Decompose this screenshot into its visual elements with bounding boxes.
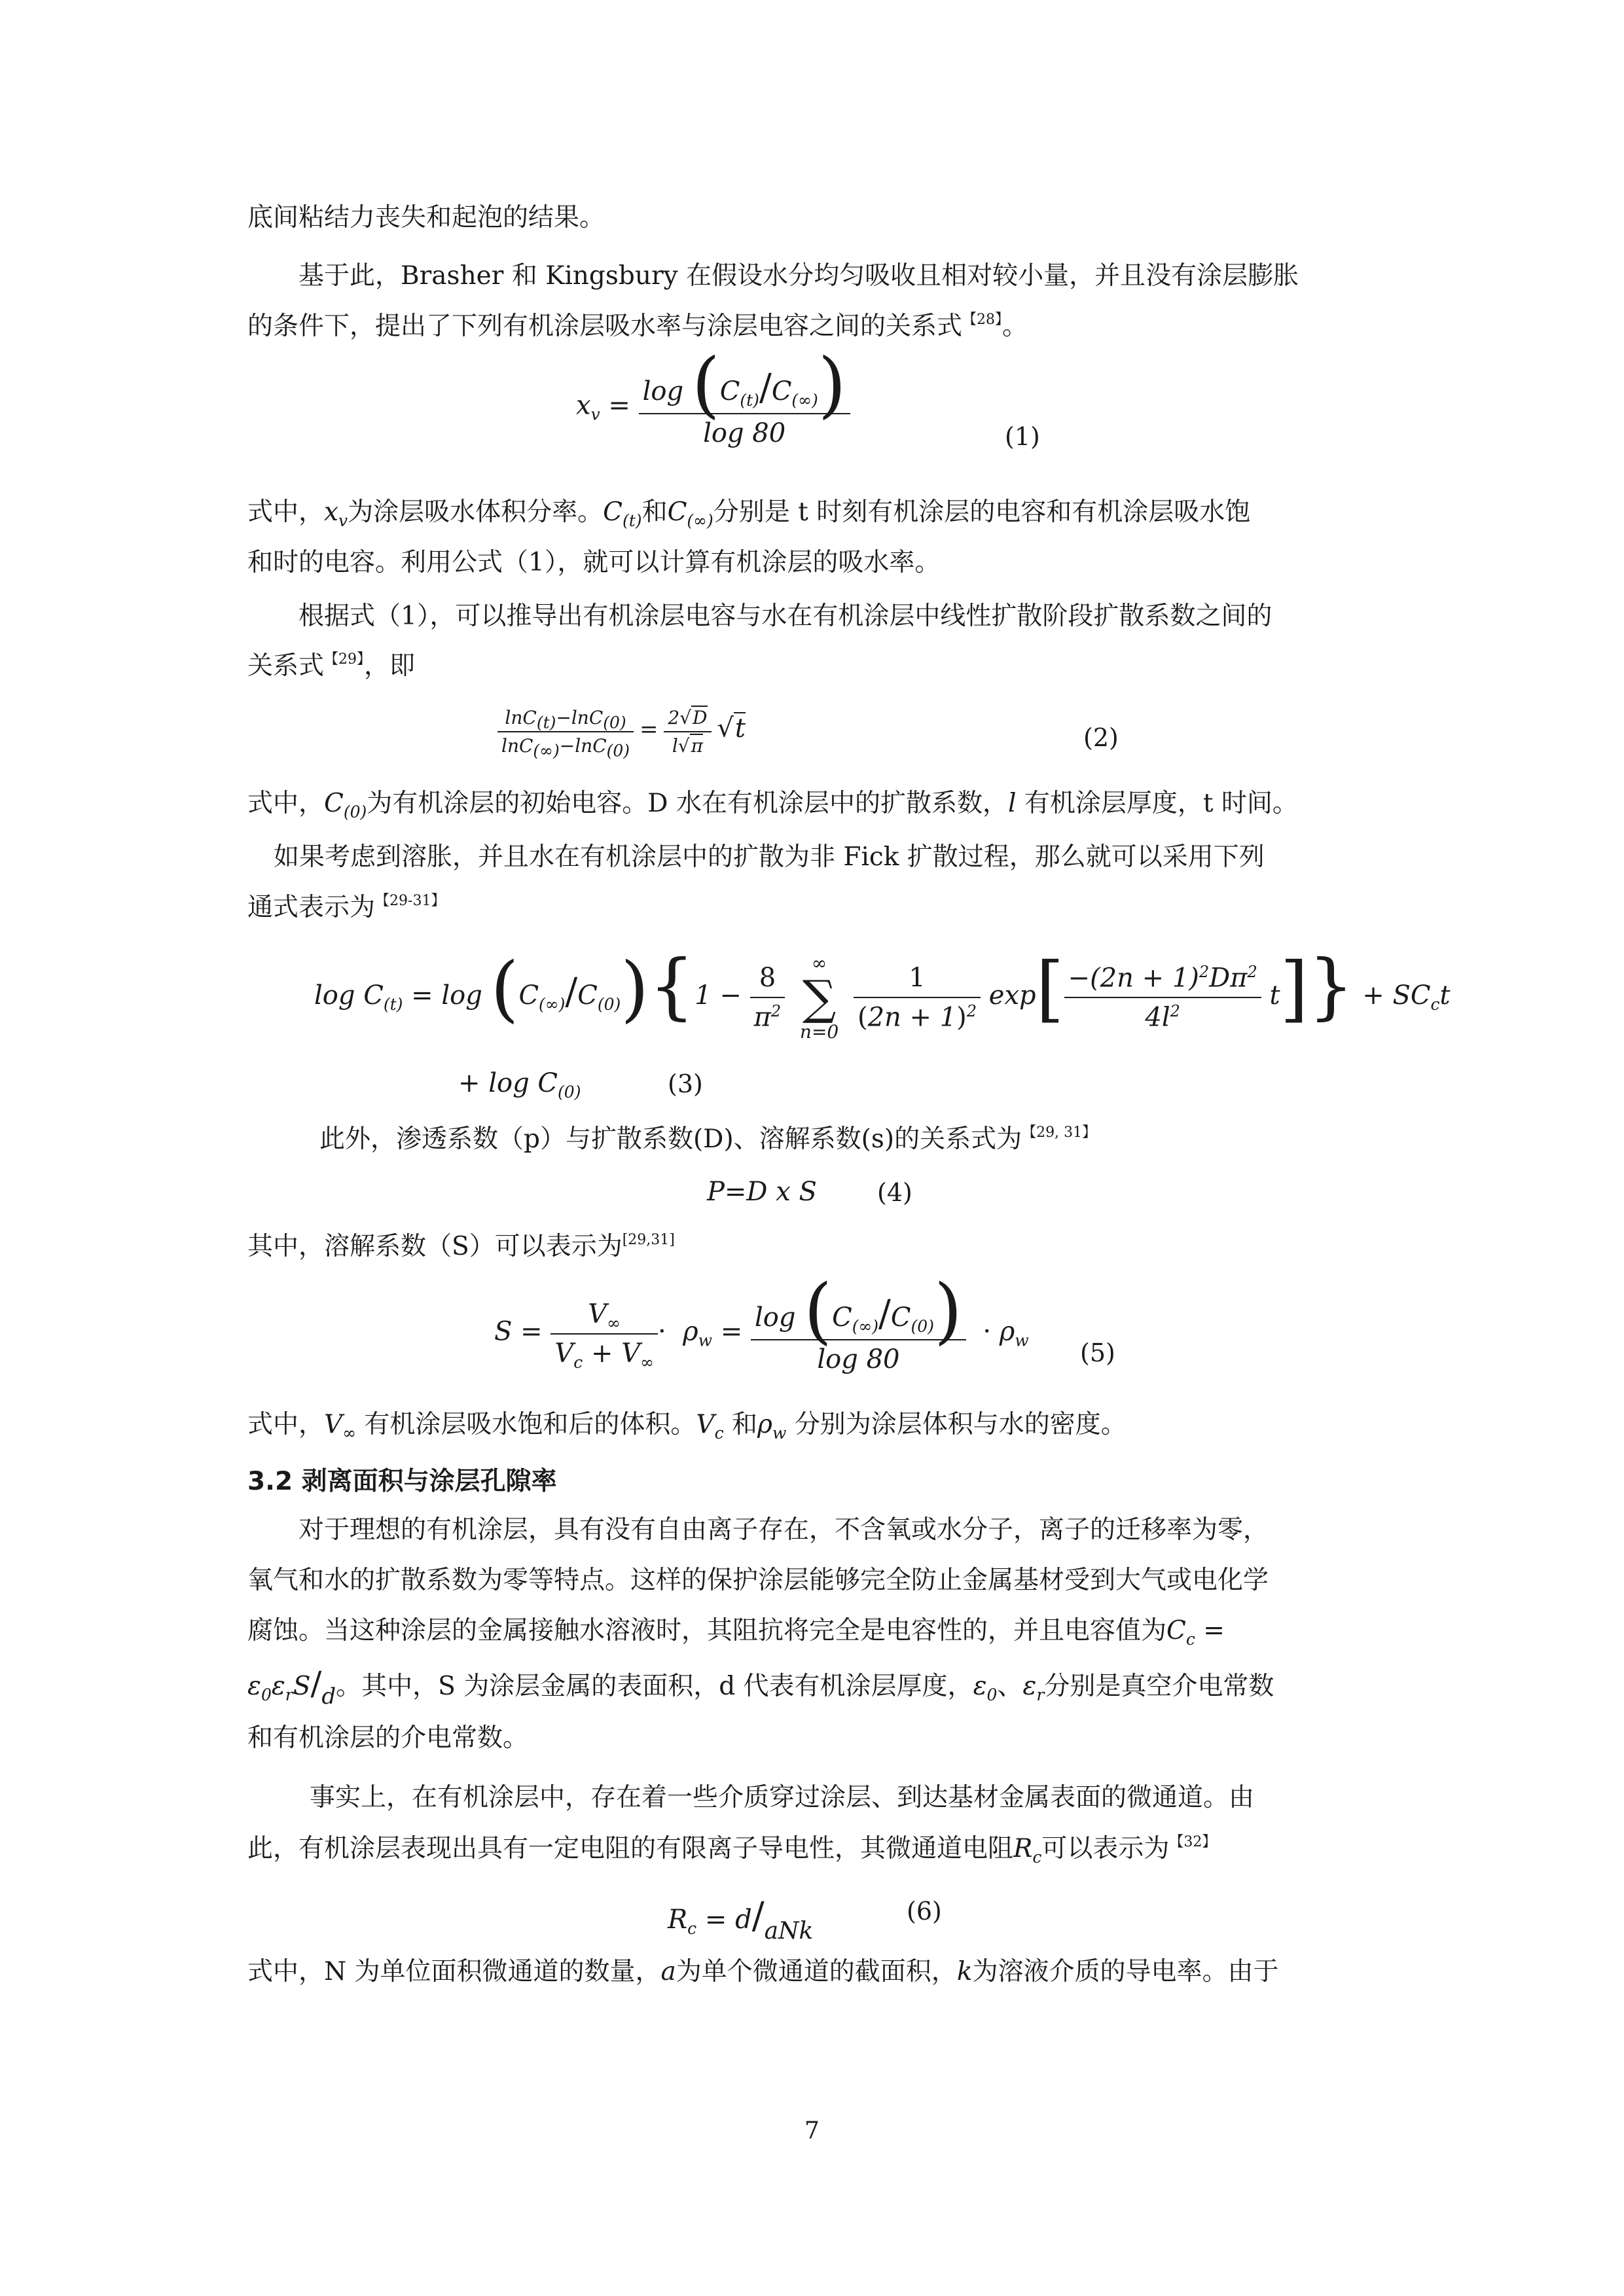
paragraph-line: 通式表示为$^{【29-31】}$	[247, 893, 446, 922]
paragraph-line: 式中，N 为单位面积微通道的数量，a为单个微通道的截面积，k为溶液介质的导电率。由于	[247, 1957, 1279, 1986]
citation: 【29, 31】	[1022, 1124, 1097, 1141]
paragraph-line: 关系式$^{【29】}$，即	[247, 651, 416, 681]
paragraph-line: 此外，渗透系数（p）与扩散系数(D)、溶解系数(s)的关系式为$^{【29, 31】}$	[319, 1124, 1097, 1154]
equation-number: (3)	[668, 1069, 703, 1098]
equation-number: (6)	[907, 1897, 942, 1926]
paragraph-line: 式中，$C_{(0)}$为有机涂层的初始电容。D 水在有机涂层中的扩散系数，l 有机涂层厚度，t 时间。	[247, 789, 1298, 821]
paragraph-line: 式中，$x_v$为涂层吸水体积分率。$C_{(t)}$和$C_{(\infty)}$分别是 t 时刻有机涂层的电容和有机涂层吸水饱	[247, 497, 1251, 530]
paragraph-line: 根据式（1），可以推导出有机涂层电容与水在有机涂层中线性扩散阶段扩散系数之间的	[298, 601, 1272, 631]
equation-number: (2)	[1083, 723, 1119, 752]
paragraph-line: 如果考虑到溶胀，并且水在有机涂层中的扩散为非 Fick 扩散过程，那么就可以采用下列	[274, 842, 1265, 872]
paragraph-line: 基于此，Brasher 和 Kingsbury 在假设水分均匀吸收且相对较小量，并且没有涂层膨胀	[298, 261, 1299, 291]
equation-2: $\frac{\ln C_{(t)}-\ln C_{(0)}}{\ln C_{(\infty)}-\ln C_{(0)}}$ = $\frac{2√D}{l√\pi}$ √t	[497, 707, 746, 757]
citation: 【32】	[1169, 1834, 1217, 1850]
equation-3-continued: + $\log C_{(0)}$	[458, 1068, 581, 1102]
text-line: 底间粘结力丧失和起泡的结果。	[247, 203, 605, 232]
paragraph-line: 的条件下，提出了下列有机涂层吸水率与涂层电容之间的关系式$^{【28】}$。	[247, 312, 1028, 341]
citation: 【29】	[324, 651, 365, 668]
section-heading: 3.2 剥离面积与涂层孔隙率	[247, 1467, 557, 1496]
paragraph-line: 此，有机涂层表现出具有一定电阻的有限离子导电性，其微通道电阻$R_c$可以表示为$^{【32】}$	[247, 1834, 1217, 1867]
page-number: 7	[804, 2117, 820, 2144]
equation-5: S = $\frac{V_\infty}{V_c + V_\infty}$ · $\rho_w$ = $\frac{\log (C_{(\infty)}/C_{(0)})}{\log 80}$ · $\rho_w$	[494, 1268, 1029, 1374]
equation-4: P=D x S	[707, 1177, 817, 1207]
paragraph-line: 和有机涂层的介电常数。	[247, 1723, 529, 1753]
citation: 【29-31】	[375, 893, 446, 909]
paragraph-line: 和时的电容。利用公式（1），就可以计算有机涂层的吸水率。	[247, 548, 941, 577]
equation-number: (1)	[1005, 422, 1040, 451]
paragraph-line: 事实上，在有机涂层中，存在着一些介质穿过涂层、到达基材金属表面的微通道。由	[310, 1783, 1255, 1812]
paragraph-line: 氧气和水的扩散系数为零等特点。这样的保护涂层能够完全防止金属基材受到大气或电化学	[247, 1566, 1269, 1595]
equation-1: $x_v$ = $\frac{\log (C_{(t)}/C_{(\infty)})}{\log 80}$	[576, 367, 850, 448]
paragraph-line: $\varepsilon_0\varepsilon_rS/_d$。其中，S 为涂层金属的表面积，d 代表有机涂层厚度，$\varepsilon_0$、$\varepsilon_r$分别是真空介电常数	[247, 1664, 1274, 1710]
citation: 【28】	[962, 312, 1003, 328]
equation-number: (5)	[1080, 1338, 1115, 1367]
paragraph-line: 其中，溶解系数（S）可以表示为[29,31]	[247, 1232, 675, 1261]
equation-number: (4)	[877, 1178, 912, 1207]
paragraph-line: 腐蚀。当这种涂层的金属接触水溶液时，其阻抗将完全是电容性的，并且电容值为$C_c$ =	[247, 1616, 1225, 1649]
paragraph-line: 式中，$V_\infty$ 有机涂层吸水饱和后的体积。$V_c$ 和$\rho_w$ 分别为涂层体积与水的密度。	[247, 1410, 1127, 1443]
paragraph-line: 对于理想的有机涂层，具有没有自由离子存在，不含氧或水分子，离子的迁移率为零，	[298, 1515, 1269, 1545]
equation-3: $\log C_{(t)} = \log (C_{(\infty)}/C_{(0)})\{1$ − $\frac{8}{\pi^2}$ ∞ ∑ n=0 $\frac{1}{(2n + 1)^2}$ exp[ $\frac{-(2n + 1)^2D\pi^2}{4l^2}$ $t]\} + SC_ct$	[314, 944, 1451, 1043]
citation: [29,31]	[622, 1232, 675, 1248]
equation-6: $R_c = d/_{aNk}$	[668, 1895, 814, 1945]
